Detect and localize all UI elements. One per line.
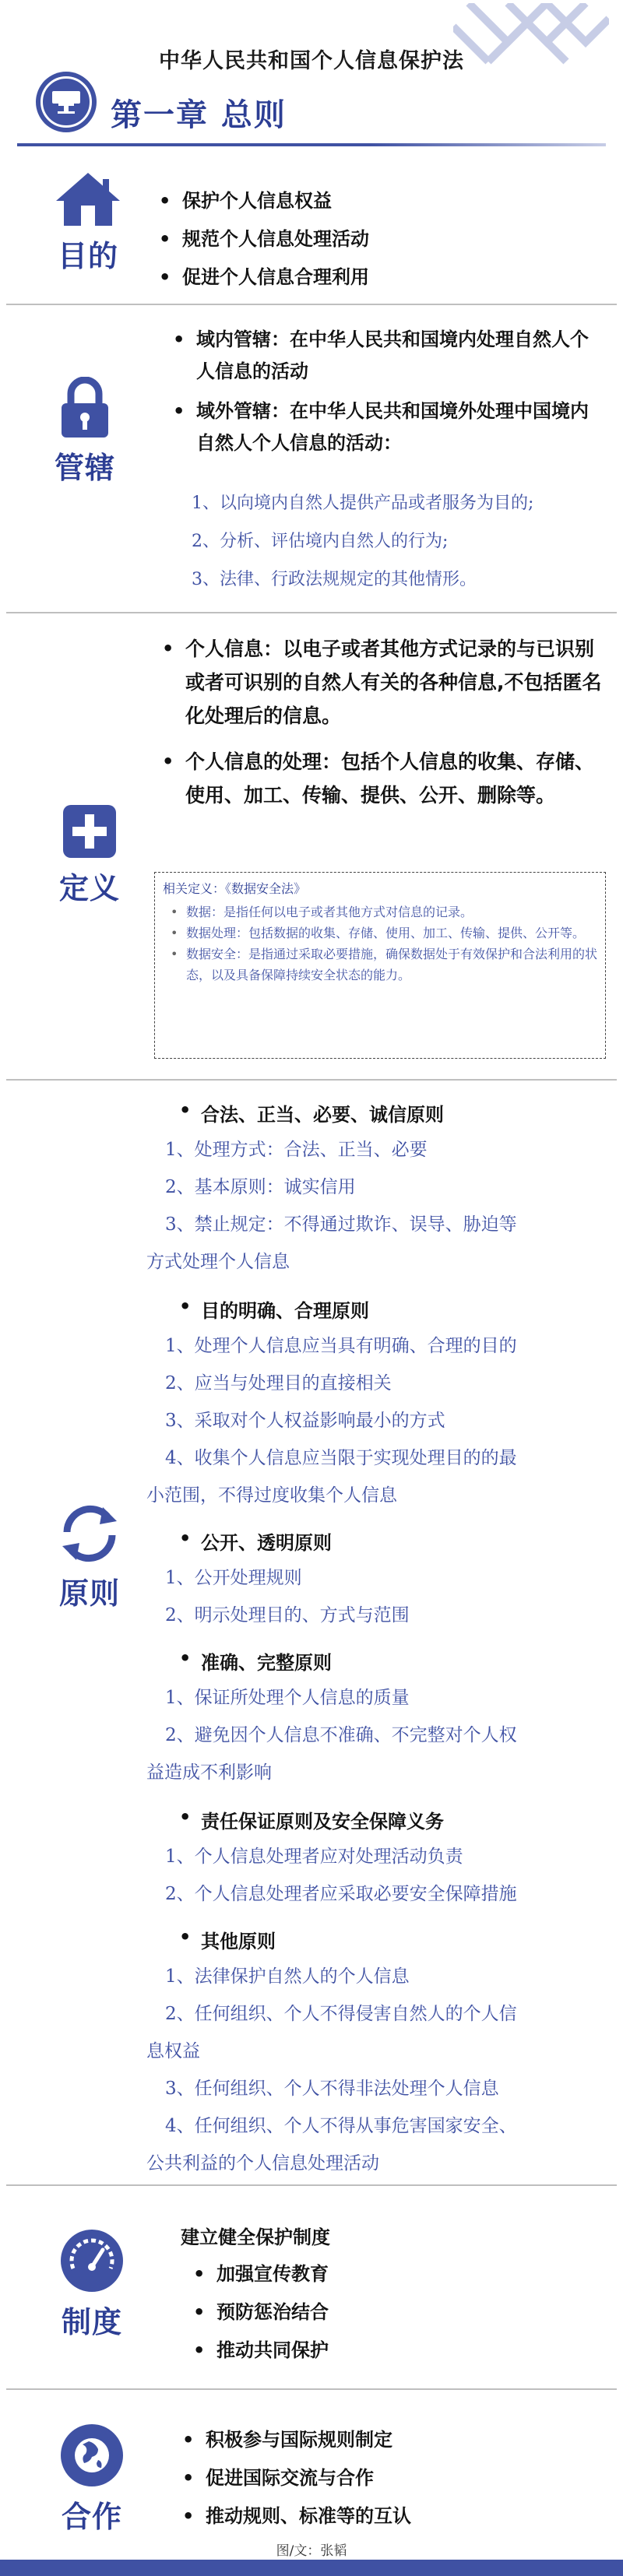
list-item: • 推动规则、标准等的互认 (179, 2497, 411, 2536)
principle-line: 2、避免因个人信息不准确、不完整对个人权 (165, 1725, 517, 1745)
list-item: • 保护个人信息权益 (156, 182, 369, 220)
sub-item: 2、分析、评估境内自然人的行为; (192, 532, 449, 551)
section-label-purpose: 目的 (57, 239, 118, 273)
principle-heading: • 准确、完整原则 (201, 1647, 332, 1675)
principle-line: 3、采取对个人权益影响最小的方式 (165, 1411, 445, 1431)
house-icon (55, 171, 121, 227)
box-item: • 数据处理：包括数据的收集、存储、使用、加工、传输、提供、公开等。 (163, 923, 597, 944)
divider (6, 1079, 617, 1081)
section-label-cooperation: 合作 (61, 2500, 122, 2534)
chapter-badge (36, 72, 97, 132)
section-principles (56, 1502, 123, 1612)
principle-line: 公共利益的个人信息处理活动 (146, 2153, 379, 2174)
lectern-icon (51, 88, 82, 116)
footer-bar (0, 2560, 623, 2576)
list-item: • 域外管辖：在中华人民共和国境外处理中国境内自然人个人信息的活动： (170, 395, 606, 459)
divider (6, 2388, 617, 2390)
jurisdiction-sub-list (192, 484, 533, 599)
list-item: • 规范个人信息处理活动 (156, 220, 369, 258)
principle-heading: • 其他原则 (201, 1926, 276, 1953)
refresh-icon (56, 1502, 123, 1565)
document-title: 中华人民共和国个人信息保护法 (159, 49, 464, 73)
principle-heading: • 责任保证原则及安全保障义务 (201, 1806, 444, 1833)
principle-line: 1、个人信息处理者应对处理活动负责 (165, 1847, 463, 1867)
list-item: • 个人信息：以电子或者其他方式记录的与已识别或者可识别的自然人有关的各种信息,不包括匿名化处理后的信息。 (159, 632, 611, 733)
principle-line: 2、任何组织、个人不得侵害自然人的个人信 (165, 2004, 517, 2024)
system-list (190, 2255, 329, 2370)
divider (6, 612, 617, 613)
principle-line: 1、处理方式：合法、正当、必要 (165, 1140, 428, 1160)
lock-icon (57, 377, 113, 439)
gauge-icon (59, 2228, 125, 2293)
principle-line: 小范围，不得过度收集个人信息 (146, 1485, 397, 1506)
purpose-list (156, 182, 369, 297)
principle-line: 2、基本原则：诚实信用 (165, 1177, 356, 1197)
section-label-system: 制度 (61, 2305, 122, 2339)
list-item: • 域内管辖：在中华人民共和国境内处理自然人个人信息的活动 (170, 324, 606, 388)
box-heading: 相关定义：《数据安全法》 (163, 881, 307, 896)
section-cooperation (59, 2423, 125, 2536)
list-item: • 积极参与国际规则制定 (179, 2421, 411, 2459)
chapter-title: 第一章 总则 (111, 97, 287, 133)
list-item: • 促进个人信息合理利用 (156, 258, 369, 297)
section-label-definition: 定义 (59, 871, 121, 905)
list-item: • 促进国际交流与合作 (179, 2459, 411, 2497)
list-item: • 推动共同保护 (190, 2332, 329, 2370)
chapter-rule (17, 143, 606, 146)
principle-line: 2、应当与处理目的直接相关 (165, 1373, 392, 1393)
principle-line: 1、处理个人信息应当具有明确、合理的目的 (165, 1336, 517, 1356)
list-item: • 个人信息的处理：包括个人信息的收集、存储、使用、加工、传输、提供、公开、删除等。 (159, 745, 611, 812)
principle-line: 息权益 (146, 2041, 200, 2061)
box-item: • 数据安全：是指通过采取必要措施，确保数据处于有效保护和合法利用的状态，以及具备保障持续安全状态的能力。 (163, 944, 597, 986)
section-definition (59, 803, 120, 907)
divider (6, 304, 617, 305)
globe-icon (59, 2423, 125, 2488)
system-heading: 建立健全保护制度 (181, 2226, 330, 2248)
principle-line: 4、收集个人信息应当限于实现处理目的的最 (165, 1448, 517, 1468)
principle-line: 1、保证所处理个人信息的质量 (165, 1688, 410, 1708)
jurisdiction-list (170, 324, 606, 459)
principle-line: 益造成不利影响 (146, 1762, 272, 1783)
principle-line: 1、法律保护自然人的个人信息 (165, 1966, 410, 1987)
section-jurisdiction (55, 377, 115, 487)
principle-line: 3、禁止规定：不得通过欺诈、误导、胁迫等 (165, 1214, 517, 1235)
section-system (59, 2228, 125, 2341)
principle-heading: • 合法、正当、必要、诚信原则 (201, 1099, 444, 1126)
related-definitions-box (154, 872, 606, 1059)
list-item: • 预防惩治结合 (190, 2293, 329, 2332)
principle-line: 3、任何组织、个人不得非法处理个人信息 (165, 2079, 499, 2099)
cooperation-list (179, 2421, 411, 2536)
principle-heading: • 公开、透明原则 (201, 1527, 332, 1555)
principle-heading: • 目的明确、合理原则 (201, 1295, 369, 1323)
divider (6, 2184, 617, 2186)
definition-list (159, 632, 611, 812)
principle-line: 2、个人信息处理者应采取必要安全保障措施 (165, 1884, 517, 1904)
box-item: • 数据：是指任何以电子或者其他方式对信息的记录。 (163, 901, 597, 923)
principle-line: 方式处理个人信息 (146, 1252, 290, 1272)
plus-icon (62, 803, 118, 859)
sub-item: 3、法律、行政法规规定的其他情形。 (192, 570, 477, 589)
section-purpose (55, 171, 121, 275)
list-item: • 加强宣传教育 (190, 2255, 329, 2293)
principle-line: 1、公开处理规则 (165, 1568, 302, 1588)
principle-line: 2、明示处理目的、方式与范围 (165, 1605, 410, 1625)
section-label-jurisdiction: 管辖 (55, 451, 116, 485)
credit-text: 图/文：张韬 (276, 2543, 347, 2559)
section-label-principles: 原则 (58, 1576, 120, 1611)
principle-line: 4、任何组织、个人不得从事危害国家安全、 (165, 2116, 517, 2136)
sub-item: 1、以向境内自然人提供产品或者服务为目的; (192, 494, 534, 513)
